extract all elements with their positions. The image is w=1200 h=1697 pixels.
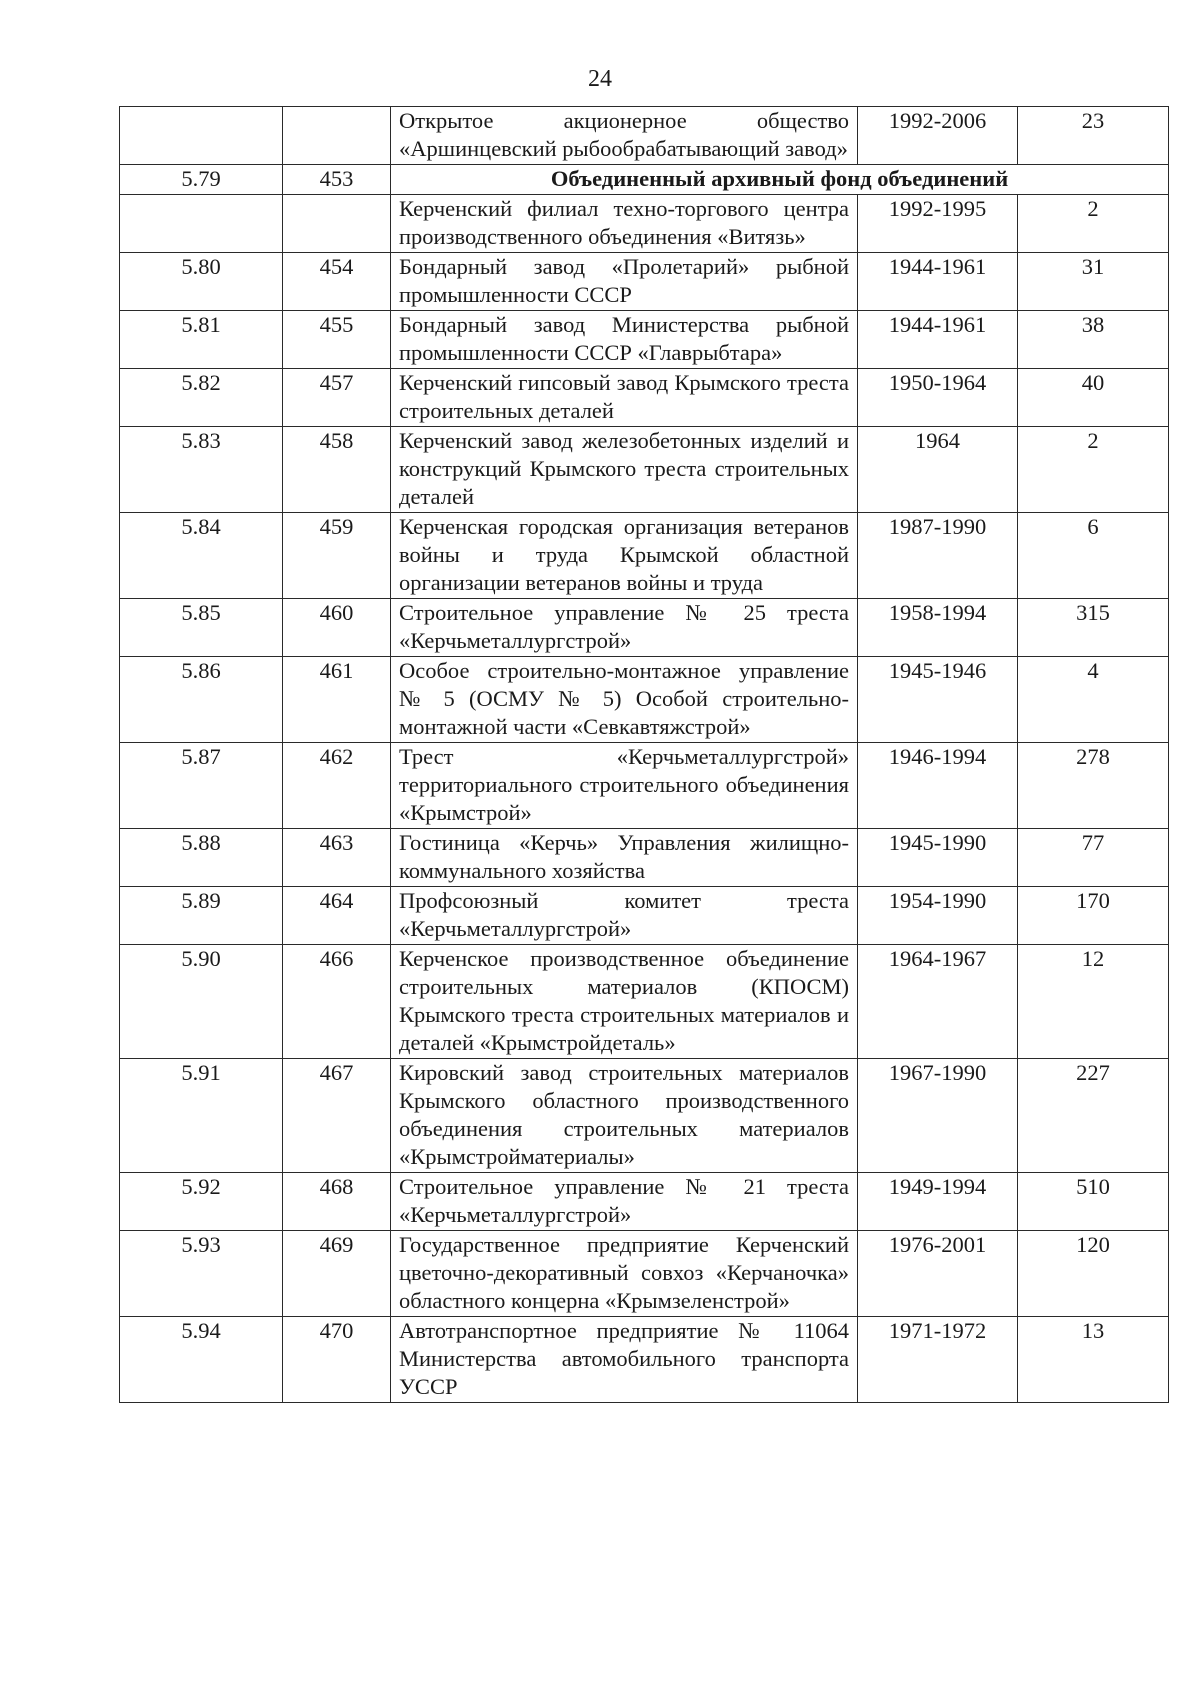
fond-number [283, 107, 391, 165]
fond-name: Государственное предприятие Керченский цветочно-декоративный совхоз «Керчаночка» областного концерна «Крымзеленстрой» [391, 1231, 858, 1317]
item-number: 5.94 [120, 1317, 283, 1403]
fond-name: Керченский завод железобетонных изделий и конструкций Крымского треста строительных деталей [391, 427, 858, 513]
file-count: 227 [1018, 1059, 1169, 1173]
file-count: 170 [1018, 887, 1169, 945]
fond-name: Гостиница «Керчь» Управления жилищно-коммунального хозяйства [391, 829, 858, 887]
item-number: 5.91 [120, 1059, 283, 1173]
item-number: 5.83 [120, 427, 283, 513]
fond-number: 459 [283, 513, 391, 599]
table-row [120, 1059, 1169, 1173]
table-row [120, 743, 1169, 829]
table-row [120, 427, 1169, 513]
date-range: 1945-1990 [858, 829, 1018, 887]
archive-fonds-table [119, 106, 1169, 1403]
item-number: 5.80 [120, 253, 283, 311]
fond-name: Бондарный завод Министерства рыбной промышленности СССР «Главрыбтара» [391, 311, 858, 369]
fond-name: Керченская городская организация ветеранов войны и труда Крымской областной организации ветеранов войны и труда [391, 513, 858, 599]
fond-name: Открытое акционерное общество «Аршинцевский рыбообрабатывающий завод» [391, 107, 858, 165]
item-number: 5.84 [120, 513, 283, 599]
date-range: 1954-1990 [858, 887, 1018, 945]
table-row [120, 599, 1169, 657]
item-number: 5.92 [120, 1173, 283, 1231]
table-body [120, 107, 1169, 1403]
table-row [120, 253, 1169, 311]
file-count: 2 [1018, 427, 1169, 513]
table-row [120, 829, 1169, 887]
item-number: 5.87 [120, 743, 283, 829]
file-count: 278 [1018, 743, 1169, 829]
item-number [120, 195, 283, 253]
fond-number: 454 [283, 253, 391, 311]
file-count: 31 [1018, 253, 1169, 311]
date-range: 1987-1990 [858, 513, 1018, 599]
fond-number: 467 [283, 1059, 391, 1173]
group-title: Объединенный архивный фонд объединений [391, 165, 1169, 195]
fond-name: Керченское производственное объединение строительных материалов (КПОСМ) Крымского треста строительных материалов и деталей «Крымстройдеталь» [391, 945, 858, 1059]
date-range: 1949-1994 [858, 1173, 1018, 1231]
date-range: 1976-2001 [858, 1231, 1018, 1317]
fond-number: 455 [283, 311, 391, 369]
fond-name: Керченский гипсовый завод Крымского треста строительных деталей [391, 369, 858, 427]
file-count: 77 [1018, 829, 1169, 887]
date-range: 1944-1961 [858, 311, 1018, 369]
item-number: 5.90 [120, 945, 283, 1059]
date-range: 1971-1972 [858, 1317, 1018, 1403]
table-row [120, 369, 1169, 427]
fond-number: 461 [283, 657, 391, 743]
file-count: 40 [1018, 369, 1169, 427]
item-number: 5.93 [120, 1231, 283, 1317]
item-number: 5.81 [120, 311, 283, 369]
fond-number: 453 [283, 165, 391, 195]
table-row [120, 1231, 1169, 1317]
table-row [120, 657, 1169, 743]
fond-name: Профсоюзный комитет треста «Керчьметаллургстрой» [391, 887, 858, 945]
table-row [120, 887, 1169, 945]
file-count: 315 [1018, 599, 1169, 657]
table-row [120, 195, 1169, 253]
table-row [120, 311, 1169, 369]
fond-number: 470 [283, 1317, 391, 1403]
fond-number: 469 [283, 1231, 391, 1317]
date-range: 1992-1995 [858, 195, 1018, 253]
date-range: 1946-1994 [858, 743, 1018, 829]
file-count: 4 [1018, 657, 1169, 743]
fond-number: 466 [283, 945, 391, 1059]
fond-number: 462 [283, 743, 391, 829]
date-range: 1964-1967 [858, 945, 1018, 1059]
item-number: 5.89 [120, 887, 283, 945]
date-range: 1964 [858, 427, 1018, 513]
file-count: 2 [1018, 195, 1169, 253]
table-row [120, 1317, 1169, 1403]
table-row [120, 513, 1169, 599]
date-range: 1944-1961 [858, 253, 1018, 311]
file-count: 23 [1018, 107, 1169, 165]
fond-name: Трест «Керчьметаллургстрой» территориального строительного объединения «Крымстрой» [391, 743, 858, 829]
group-row [120, 165, 1169, 195]
table-row [120, 945, 1169, 1059]
fond-number: 463 [283, 829, 391, 887]
fond-number: 460 [283, 599, 391, 657]
table-row [120, 107, 1169, 165]
fond-name: Автотранспортное предприятие № 11064 Министерства автомобильного транспорта УССР [391, 1317, 858, 1403]
fond-number [283, 195, 391, 253]
fond-number: 464 [283, 887, 391, 945]
date-range: 1950-1964 [858, 369, 1018, 427]
date-range: 1967-1990 [858, 1059, 1018, 1173]
item-number: 5.85 [120, 599, 283, 657]
date-range: 1992-2006 [858, 107, 1018, 165]
file-count: 38 [1018, 311, 1169, 369]
file-count: 510 [1018, 1173, 1169, 1231]
fond-name: Кировский завод строительных материалов Крымского областного производственного объединения строительных материалов «Крымстройматериалы» [391, 1059, 858, 1173]
item-number: 5.79 [120, 165, 283, 195]
item-number: 5.88 [120, 829, 283, 887]
fond-name: Строительное управление № 25 треста «Керчьметаллургстрой» [391, 599, 858, 657]
file-count: 120 [1018, 1231, 1169, 1317]
item-number [120, 107, 283, 165]
fond-name: Керченский филиал техно-торгового центра производственного объединения «Витязь» [391, 195, 858, 253]
fond-number: 468 [283, 1173, 391, 1231]
page-number: 24 [588, 66, 612, 92]
item-number: 5.82 [120, 369, 283, 427]
file-count: 6 [1018, 513, 1169, 599]
fond-number: 458 [283, 427, 391, 513]
fond-name: Бондарный завод «Пролетарий» рыбной промышленности СССР [391, 253, 858, 311]
fond-name: Строительное управление № 21 треста «Керчьметаллургстрой» [391, 1173, 858, 1231]
fond-name: Особое строительно-монтажное управление № 5 (ОСМУ № 5) Особой строительно-монтажной части «Севкавтяжстрой» [391, 657, 858, 743]
file-count: 13 [1018, 1317, 1169, 1403]
table-row [120, 1173, 1169, 1231]
date-range: 1958-1994 [858, 599, 1018, 657]
file-count: 12 [1018, 945, 1169, 1059]
date-range: 1945-1946 [858, 657, 1018, 743]
fond-number: 457 [283, 369, 391, 427]
item-number: 5.86 [120, 657, 283, 743]
